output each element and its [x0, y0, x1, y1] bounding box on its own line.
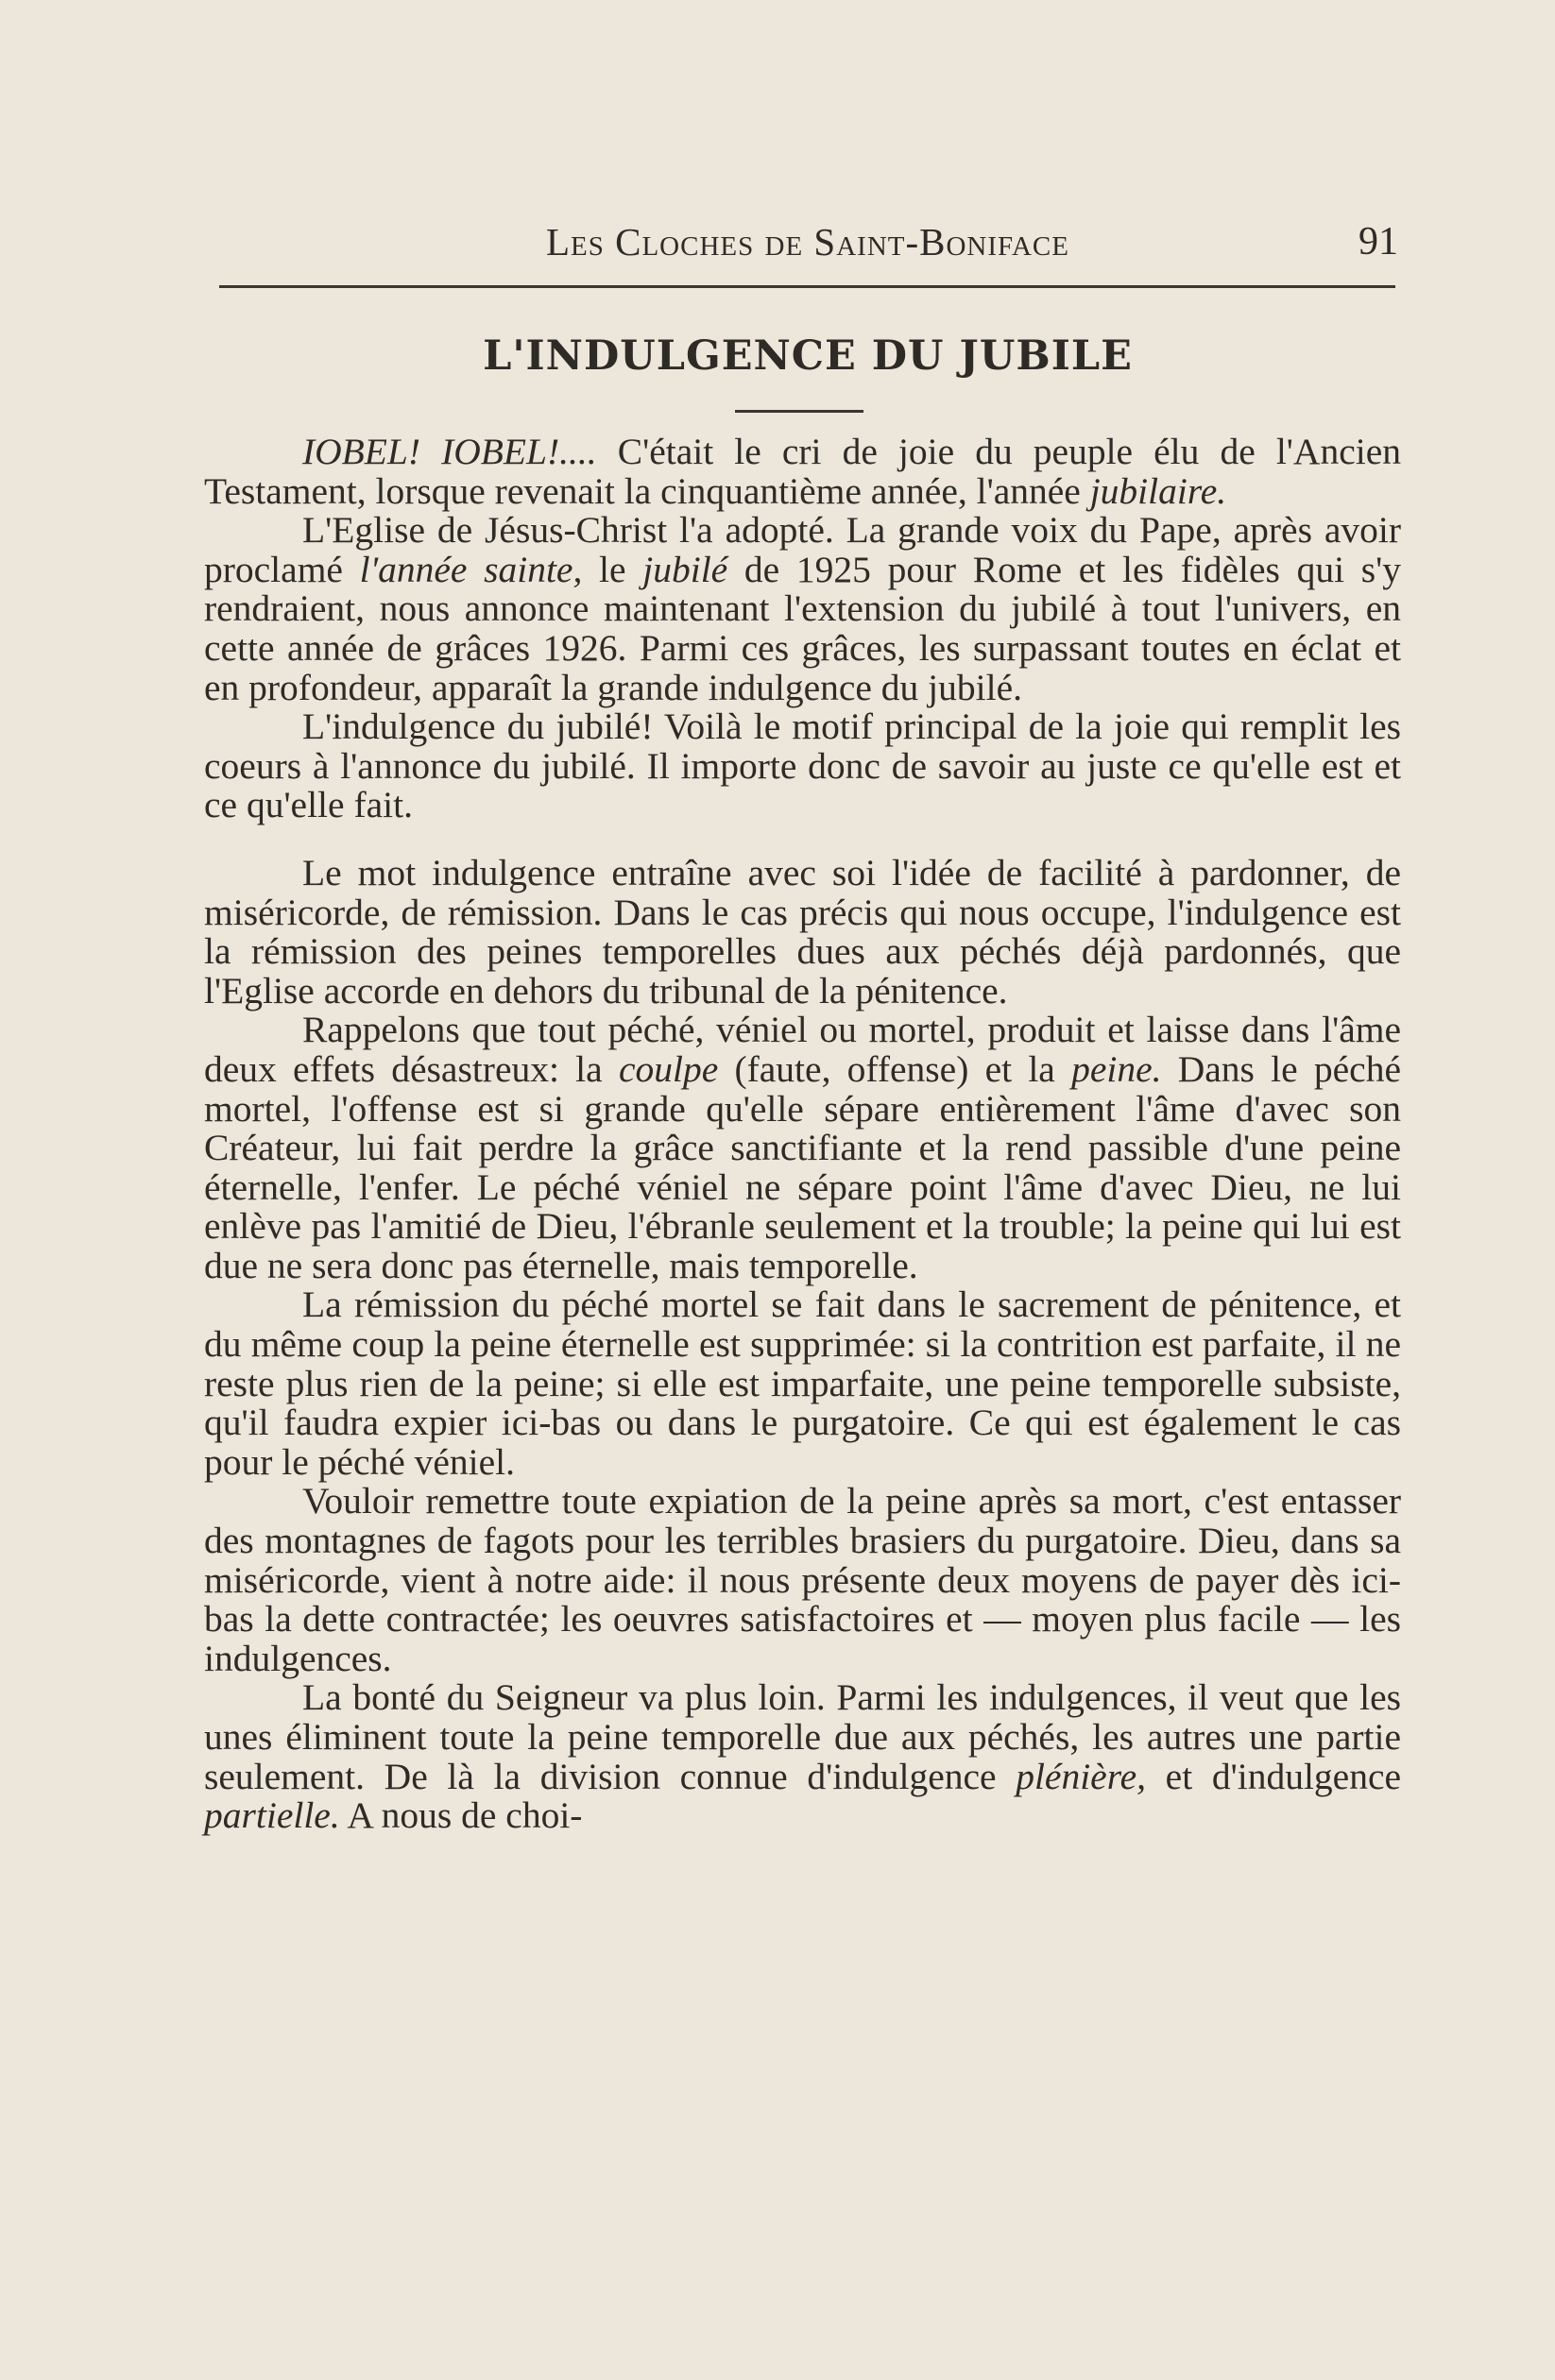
italic-text: jubilaire.	[1089, 469, 1227, 512]
text-run: C'était le cri de joie du peuple élu de l'Ancien Testament, lorsque revenait la cinquantième année, l'année	[204, 431, 1401, 512]
italic-text: jubilé	[642, 548, 728, 590]
paragraph-5	[204, 1011, 1401, 1285]
text-run: et d'indulgence	[1146, 1755, 1402, 1797]
header-rule	[219, 285, 1395, 288]
running-title: Les Cloches de Saint-Boniface	[545, 220, 1069, 264]
article-body	[204, 433, 1401, 1836]
running-head	[217, 219, 1398, 276]
italic-text: coulpe	[618, 1047, 719, 1090]
paragraph-3: L'indulgence du jubilé! Voilà le motif principal de la joie qui remplit les coeurs à l'annonce du jubilé. Il importe donc de savoir au juste ce qu'elle est et ce qu'elle fait.	[204, 706, 1401, 826]
article-title: L'INDULGENCE DU JUBILE	[483, 332, 1133, 380]
italic-text: peine.	[1071, 1047, 1162, 1090]
paragraph-1	[204, 433, 1401, 511]
page-number: 91	[1358, 220, 1398, 264]
text-run: La bonté du Seigneur va plus loin. Parmi les indulgences, il veut que les unes éliminent toute la peine temporelle due aux péchés, les autres une partie seulement. De là la division connue d'indulgence	[204, 1676, 1401, 1797]
text-run: Rappelons que tout péché, véniel ou mortel, produit et laisse dans l'âme deux effets désastreux: la	[204, 1009, 1401, 1090]
italic-text: partielle.	[204, 1794, 340, 1837]
paragraph-2	[204, 511, 1401, 707]
title-rule	[735, 410, 863, 413]
paragraph-8	[204, 1678, 1401, 1835]
paragraph-7: Vouloir remettre toute expiation de la peine après sa mort, c'est entasser des montagnes de fagots pour les terribles brasiers du purgatoire. Dieu, dans sa miséricorde, vient à notre aide: il nous présente deux moyens de payer dès ici-bas la dette contractée; les oeuvres satisfactoires et — moyen plus facile — les indulgences.	[204, 1480, 1401, 1679]
text-run: de 1925 pour Rome et les fidèles qui s'y rendraient, nous annonce maintenant l'extension du jubilé à tout l'univers, en cette année de grâces 1926. Parmi ces grâces, les surpassant toutes en éclat et en profondeur, apparaît la grande indulgence du jubilé.	[204, 548, 1401, 708]
text-run: le	[582, 548, 643, 590]
paragraph-6: La rémission du péché mortel se fait dans le sacrement de pénitence, et du même coup la peine éternelle est supprimée: si la contrition est parfaite, il ne reste plus rien de la peine; si elle est imparfaite, une peine temporelle subsiste, qu'il faudra expier ici-bas ou dans le purgatoire. Ce qui est également le cas pour le péché véniel.	[204, 1284, 1401, 1483]
text-run: (faute, offense) et la	[718, 1047, 1072, 1090]
italic-text: IOBEL! IOBEL!....	[302, 431, 597, 472]
italic-text: plénière,	[1016, 1755, 1147, 1797]
paragraph-4: Le mot indulgence entraîne avec soi l'idée de facilité à pardonner, de miséricorde, de rémission. Dans le cas précis qui nous occupe, l'indulgence est la rémission des peines temporelles dues aux péchés déjà pardonnés, que l'Eglise accorde en dehors du tribunal de la pénitence.	[204, 851, 1401, 1012]
italic-text: l'année sainte,	[359, 548, 583, 590]
text-run: L'Eglise de Jésus-Christ l'a adopté. La grande voix du Pape, après avoir proclamé	[204, 509, 1401, 590]
text-run: Dans le péché mortel, l'offense est si grande qu'elle sépare entièrement l'âme d'avec son Créateur, lui fait perdre la grâce sanctifiante et la rend passible d'une peine éternelle, l'enfer. Le péché véniel ne sépare point l'âme d'avec Dieu, ne lui enlève pas l'amitié de Dieu, l'ébranle seulement et la trouble; la peine qui lui est due ne sera donc pas éternelle, mais temporelle.	[204, 1047, 1401, 1286]
text-run: A nous de choi-	[339, 1794, 583, 1837]
